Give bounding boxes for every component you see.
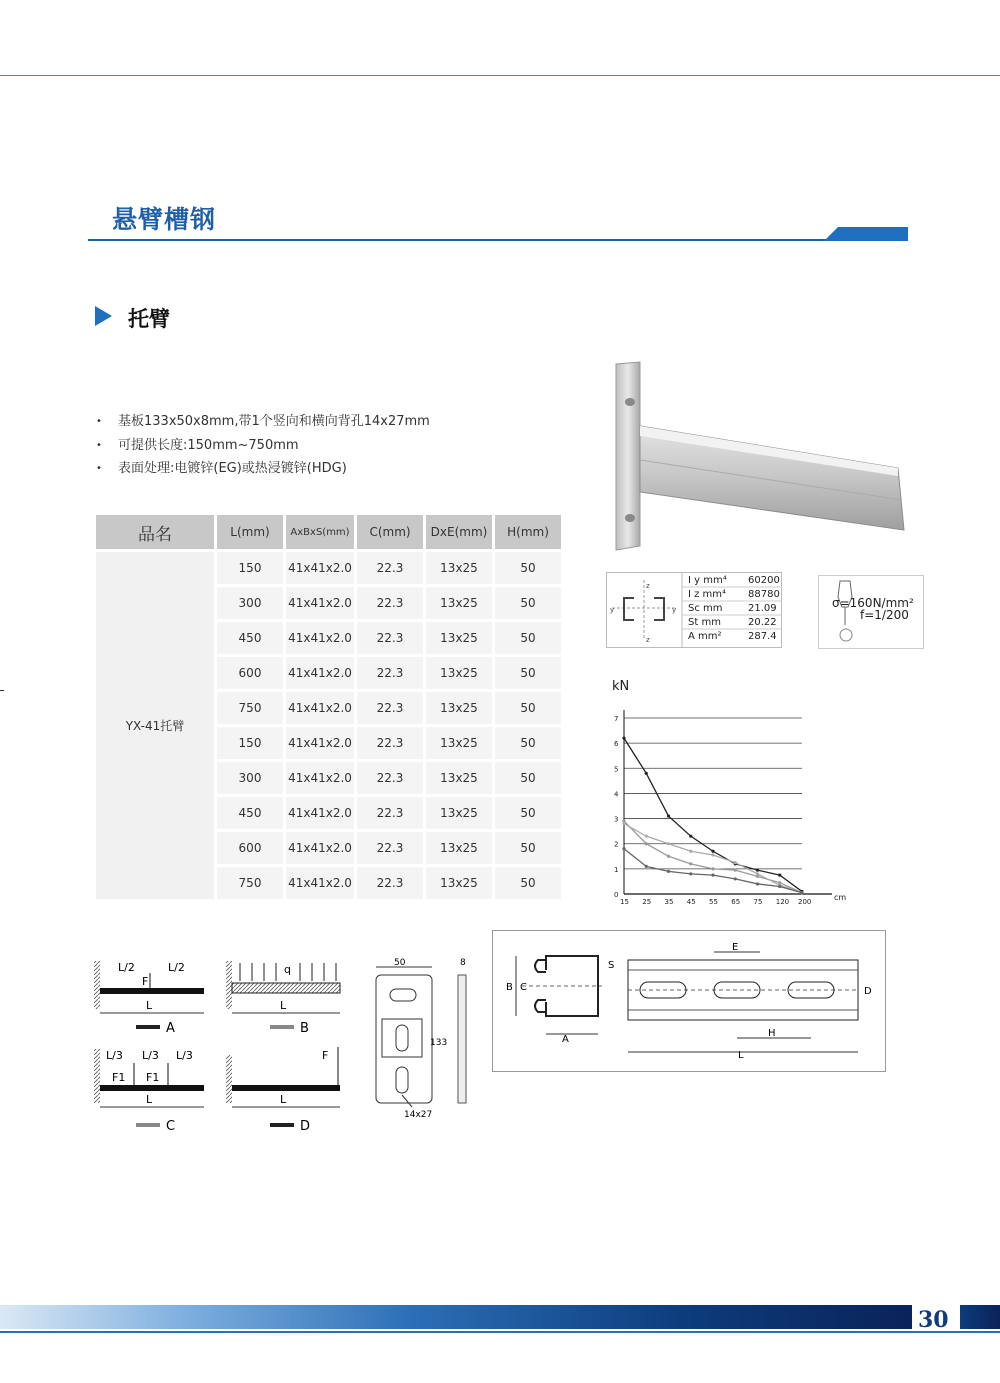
x-tick-label: 15: [620, 898, 629, 906]
cell-h: 50: [495, 657, 561, 689]
label-c-top: L/3: [176, 1049, 193, 1062]
cell-h: 50: [495, 797, 561, 829]
top-rule: [0, 75, 1000, 76]
table-row: [96, 552, 561, 584]
load-chart: [606, 676, 856, 908]
stress-deflection: f=1/200: [860, 608, 909, 622]
prop-value: 287.4: [748, 631, 777, 642]
cell-h: 50: [495, 727, 561, 759]
label-d-span: L: [280, 1093, 287, 1106]
data-point: [756, 869, 759, 872]
x-tick-label: 55: [709, 898, 718, 906]
cell-c: 22.3: [357, 762, 423, 794]
feature-text: 表面处理:电镀锌(EG)或热浸镀锌(HDG): [118, 461, 347, 476]
dim-e: E: [732, 942, 739, 953]
y-tick-label: 7: [614, 715, 619, 723]
cell-dxe: 13x25: [426, 657, 492, 689]
prop-label: A mm²: [688, 631, 722, 642]
cell-c: 22.3: [357, 727, 423, 759]
x-axis-label: cm: [834, 893, 847, 902]
triangle-bullet-icon: [95, 306, 112, 326]
table-body: [96, 552, 561, 899]
plate-hole: 14x27: [404, 1110, 433, 1120]
axis-label: z: [646, 582, 650, 590]
cell-l: 450: [217, 622, 283, 654]
y-tick-label: 3: [614, 815, 619, 824]
data-point: [645, 865, 648, 868]
dim-d: D: [864, 986, 872, 997]
label-c-force: F1: [146, 1071, 160, 1084]
y-tick-label: 0: [614, 891, 619, 899]
cell-c: 22.3: [357, 587, 423, 619]
data-point: [756, 872, 759, 875]
cell-axbxs: 41x41x2.0: [286, 552, 354, 584]
data-point: [689, 862, 692, 865]
prop-value: 20.22: [748, 617, 777, 628]
section-properties-box: [606, 572, 782, 648]
label-c-force: F1: [112, 1071, 126, 1084]
series-line: [624, 824, 802, 893]
label-c-top: L/3: [142, 1049, 159, 1062]
bracket-photo: [606, 360, 910, 552]
load-cases-diagram: [90, 955, 346, 1137]
prop-label: Sc mm: [688, 603, 723, 614]
cell-dxe: 13x25: [426, 832, 492, 864]
cell-axbxs: 41x41x2.0: [286, 622, 354, 654]
data-point: [622, 847, 625, 850]
dim-s: S: [608, 960, 615, 971]
x-tick-label: 65: [731, 898, 741, 906]
x-tick-label: 120: [775, 898, 790, 906]
data-point: [622, 737, 625, 740]
plate-width: 50: [394, 958, 406, 968]
cell-l: 600: [217, 832, 283, 864]
channel-profile-drawing: [492, 930, 888, 1074]
cell-dxe: 13x25: [426, 727, 492, 759]
axis-label: z: [646, 636, 650, 644]
data-point: [734, 861, 737, 864]
cell-c: 22.3: [357, 552, 423, 584]
x-tick-label: 45: [686, 898, 696, 906]
margin-tick: [0, 690, 4, 691]
cell-dxe: 13x25: [426, 552, 492, 584]
data-point: [645, 835, 648, 838]
header-l: L(mm): [217, 515, 283, 549]
cell-l: 450: [217, 797, 283, 829]
x-tick-label: 75: [753, 898, 763, 906]
label-a-span: L: [146, 999, 153, 1012]
y-tick-label: 6: [614, 740, 619, 749]
feature-item: [96, 410, 430, 434]
cell-c: 22.3: [357, 797, 423, 829]
page-number: 30: [918, 1307, 949, 1333]
prop-value: 21.09: [748, 603, 777, 614]
data-point: [756, 882, 759, 885]
cell-axbxs: 41x41x2.0: [286, 762, 354, 794]
data-point: [734, 877, 737, 880]
header-c: C(mm): [357, 515, 423, 549]
label-b-load: q: [284, 963, 291, 976]
plate-thickness: 8: [460, 958, 466, 968]
dim-b: B: [506, 982, 513, 993]
header-product: 品名: [96, 515, 214, 549]
cell-c: 22.3: [357, 657, 423, 689]
label-c-span: L: [146, 1093, 153, 1106]
data-point: [645, 772, 648, 775]
x-tick-label: 35: [664, 898, 674, 906]
cell-c: 22.3: [357, 622, 423, 654]
label-b-span: L: [280, 999, 287, 1012]
prop-value: 88780: [748, 589, 780, 600]
series-line: [624, 821, 802, 893]
axis-label: y: [610, 606, 615, 614]
feature-text: 可提供长度:150mm~750mm: [118, 437, 299, 453]
section-underline: [88, 239, 908, 241]
header-h: H(mm): [495, 515, 561, 549]
cell-h: 50: [495, 762, 561, 794]
cell-axbxs: 41x41x2.0: [286, 832, 354, 864]
y-axis-label: kN: [612, 679, 630, 694]
data-point: [645, 842, 648, 845]
cell-axbxs: 41x41x2.0: [286, 657, 354, 689]
dim-l: L: [738, 1050, 744, 1061]
data-point: [667, 870, 670, 873]
cell-l: 150: [217, 727, 283, 759]
y-tick-label: 4: [614, 790, 619, 799]
label-a-force: F: [142, 975, 149, 988]
feature-list: [96, 410, 430, 481]
stress-sigma: σ=160N/mm²: [832, 596, 914, 610]
header-axbxs: AxBxS(mm): [286, 515, 354, 549]
cell-c: 22.3: [357, 832, 423, 864]
cell-dxe: 13x25: [426, 692, 492, 724]
data-point: [778, 885, 781, 888]
dim-a: A: [562, 1034, 569, 1045]
plate-height: 133: [430, 1038, 448, 1048]
cell-h: 50: [495, 622, 561, 654]
case-a-tag: A: [166, 1021, 175, 1036]
data-point: [689, 872, 692, 875]
feature-item: [96, 457, 430, 481]
y-tick-label: 5: [614, 765, 619, 774]
dim-h: H: [768, 1028, 776, 1039]
spec-table-wrapper: [93, 512, 564, 902]
cell-h: 50: [495, 587, 561, 619]
header-dxe: DxE(mm): [426, 515, 492, 549]
cell-c: 22.3: [357, 692, 423, 724]
cell-dxe: 13x25: [426, 762, 492, 794]
data-point: [667, 855, 670, 858]
feature-text: 基板133x50x8mm,带1个竖向和横向背孔14x27mm: [118, 414, 430, 429]
cell-h: 50: [495, 832, 561, 864]
cell-axbxs: 41x41x2.0: [286, 692, 354, 724]
subsection-title: 托臂: [128, 307, 170, 331]
table-header-row: [96, 515, 561, 549]
cell-dxe: 13x25: [426, 867, 492, 899]
cell-axbxs: 41x41x2.0: [286, 727, 354, 759]
axis-label: y: [672, 606, 677, 614]
cell-h: 50: [495, 552, 561, 584]
x-tick-label: 200: [798, 898, 812, 906]
y-tick-label: 1: [614, 865, 619, 874]
cell-l: 600: [217, 657, 283, 689]
data-point: [711, 850, 714, 853]
cell-axbxs: 41x41x2.0: [286, 797, 354, 829]
stress-box: [818, 575, 924, 649]
prop-value: 60200: [748, 575, 780, 586]
cell-dxe: 13x25: [426, 797, 492, 829]
label-c-top: L/3: [106, 1049, 123, 1062]
cell-l: 750: [217, 867, 283, 899]
data-point: [667, 842, 670, 845]
y-tick-label: 2: [614, 840, 619, 849]
footer-line: [0, 1331, 1000, 1333]
prop-label: I z mm⁴: [688, 589, 727, 600]
prop-label: St mm: [688, 617, 721, 628]
data-point: [711, 874, 714, 877]
cell-l: 300: [217, 762, 283, 794]
label-a-top: L/2: [168, 961, 185, 974]
case-b-tag: B: [300, 1021, 309, 1036]
feature-item: [96, 434, 430, 458]
case-c-tag: C: [166, 1119, 176, 1134]
section-tab-decoration: [824, 227, 908, 241]
cell-c: 22.3: [357, 867, 423, 899]
data-point: [689, 835, 692, 838]
section-title: 悬臂槽钢: [112, 205, 217, 234]
cell-h: 50: [495, 867, 561, 899]
base-plate-drawing: [368, 955, 482, 1123]
footer-bar: [0, 1305, 912, 1329]
spec-table: [93, 512, 564, 902]
label-d-force: F: [322, 1049, 329, 1062]
case-d-tag: D: [300, 1119, 311, 1134]
cell-dxe: 13x25: [426, 587, 492, 619]
cell-l: 300: [217, 587, 283, 619]
cell-l: 150: [217, 552, 283, 584]
data-point: [711, 867, 714, 870]
data-point: [689, 850, 692, 853]
x-tick-label: 25: [642, 898, 652, 906]
data-point: [800, 891, 803, 894]
cell-axbxs: 41x41x2.0: [286, 587, 354, 619]
dim-c: C: [520, 982, 527, 993]
cell-dxe: 13x25: [426, 622, 492, 654]
footer-bar-end: [960, 1305, 1000, 1329]
data-point: [711, 853, 714, 856]
data-point: [622, 822, 625, 825]
prop-label: I y mm⁴: [688, 575, 727, 586]
cell-l: 750: [217, 692, 283, 724]
cell-h: 50: [495, 692, 561, 724]
data-point: [734, 869, 737, 872]
data-point: [778, 874, 781, 877]
label-a-top: L/2: [118, 961, 135, 974]
cell-axbxs: 41x41x2.0: [286, 867, 354, 899]
product-name-cell: YX-41托臂: [96, 552, 214, 899]
data-point: [667, 814, 670, 817]
